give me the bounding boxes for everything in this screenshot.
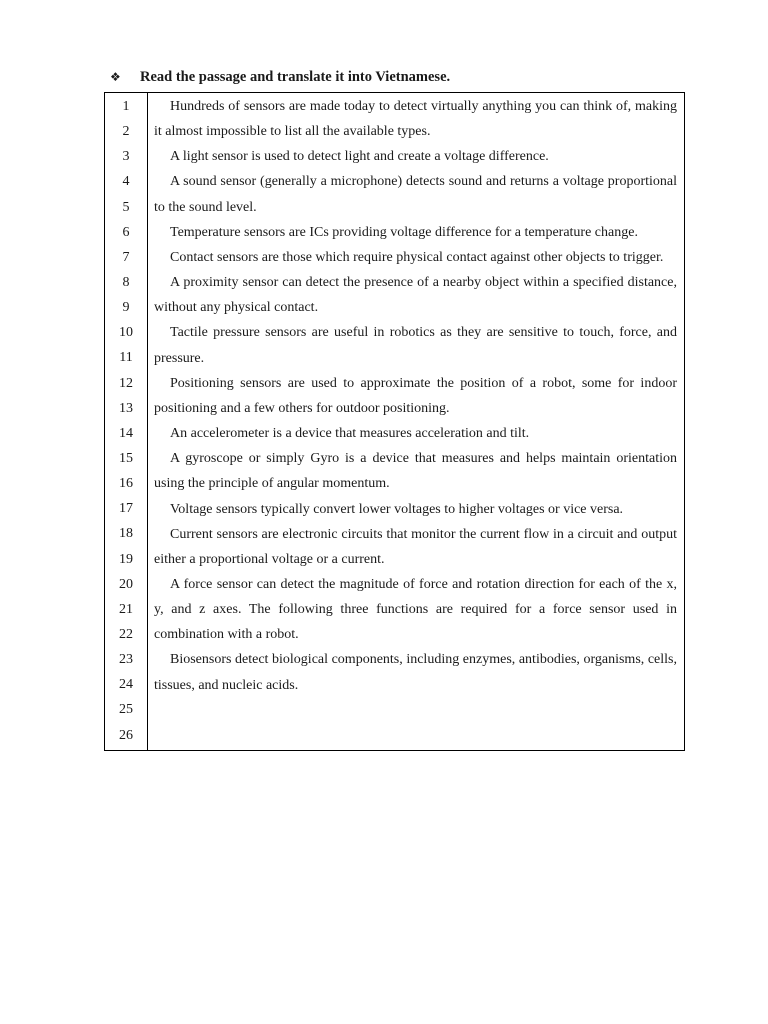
line-number: 24 bbox=[119, 677, 133, 693]
line-number: 22 bbox=[119, 626, 133, 642]
line-number: 25 bbox=[119, 702, 133, 718]
line-number: 1 bbox=[122, 99, 130, 114]
passage-paragraph: Temperature sensors are ICs providing voltage difference for a temperature change. bbox=[170, 224, 638, 240]
line-number: 11 bbox=[119, 350, 133, 366]
line-number: 16 bbox=[119, 476, 133, 492]
line-number: 7 bbox=[122, 249, 130, 265]
line-number: 17 bbox=[119, 501, 133, 517]
passage-paragraph: A gyroscope or simply Gyro is a device that measures and helps maintain orientation using the principle of angular momentum. bbox=[154, 451, 677, 492]
passage-paragraph: Biosensors detect biological components, including enzymes, antibodies, organisms, cells, tissues, and nucleic acids. bbox=[154, 652, 677, 693]
passage-paragraph: A force sensor can detect the magnitude of force and rotation direction for each of the x, y, and z axes. The following three functions are required for a force sensor used in combination with a robot. bbox=[154, 576, 677, 643]
line-number: 21 bbox=[119, 601, 133, 617]
line-number: 15 bbox=[119, 450, 133, 466]
passage-paragraph: Positioning sensors are used to approximate the position of a robot, some for indoor positioning and a few others for outdoor positioning. bbox=[154, 375, 677, 416]
line-number: 12 bbox=[119, 375, 133, 391]
instruction-text: Read the passage and translate it into Vietnamese. bbox=[140, 69, 451, 85]
instruction-heading bbox=[110, 67, 450, 87]
line-number: 2 bbox=[122, 124, 130, 140]
passage-table bbox=[104, 92, 685, 751]
passage-paragraph: A proximity sensor can detect the presence of a nearby object within a specified distance, without any physical contact. bbox=[154, 275, 677, 316]
line-number: 23 bbox=[119, 652, 133, 668]
passage-paragraph: An accelerometer is a device that measures acceleration and tilt. bbox=[170, 426, 530, 442]
passage-text-column bbox=[148, 93, 684, 750]
line-number: 10 bbox=[119, 325, 133, 341]
passage-paragraph: A sound sensor (generally a microphone) detects sound and returns a voltage proportional to the sound level. bbox=[154, 174, 677, 215]
line-number: 6 bbox=[122, 224, 130, 240]
passage-paragraph: Voltage sensors typically convert lower voltages to higher voltages or vice versa. bbox=[170, 501, 624, 517]
line-number: 19 bbox=[119, 551, 133, 567]
line-number-column bbox=[105, 93, 148, 750]
line-number: 5 bbox=[122, 199, 130, 215]
passage-paragraph: Contact sensors are those which require physical contact against other objects to trigger. bbox=[170, 249, 664, 265]
line-number: 14 bbox=[119, 425, 133, 441]
line-number: 3 bbox=[122, 149, 130, 165]
line-number: 4 bbox=[122, 174, 130, 190]
line-number: 26 bbox=[119, 727, 133, 743]
diamond-bullet-icon: ❖ bbox=[110, 70, 121, 84]
passage-paragraph: Current sensors are electronic circuits that monitor the current flow in a circuit and output either a proportional voltage or a current. bbox=[154, 526, 677, 567]
line-number: 13 bbox=[119, 400, 133, 416]
passage-paragraph: Hundreds of sensors are made today to detect virtually anything you can think of, making it almost impossible to list all the available types. bbox=[154, 99, 677, 140]
passage-paragraph: A light sensor is used to detect light and create a voltage difference. bbox=[170, 149, 549, 165]
line-number: 18 bbox=[119, 526, 133, 542]
passage-paragraph: Tactile pressure sensors are useful in robotics as they are sensitive to touch, force, and pressure. bbox=[154, 325, 677, 366]
line-number: 8 bbox=[122, 274, 130, 290]
line-number: 20 bbox=[119, 576, 133, 592]
line-number: 9 bbox=[122, 300, 130, 316]
